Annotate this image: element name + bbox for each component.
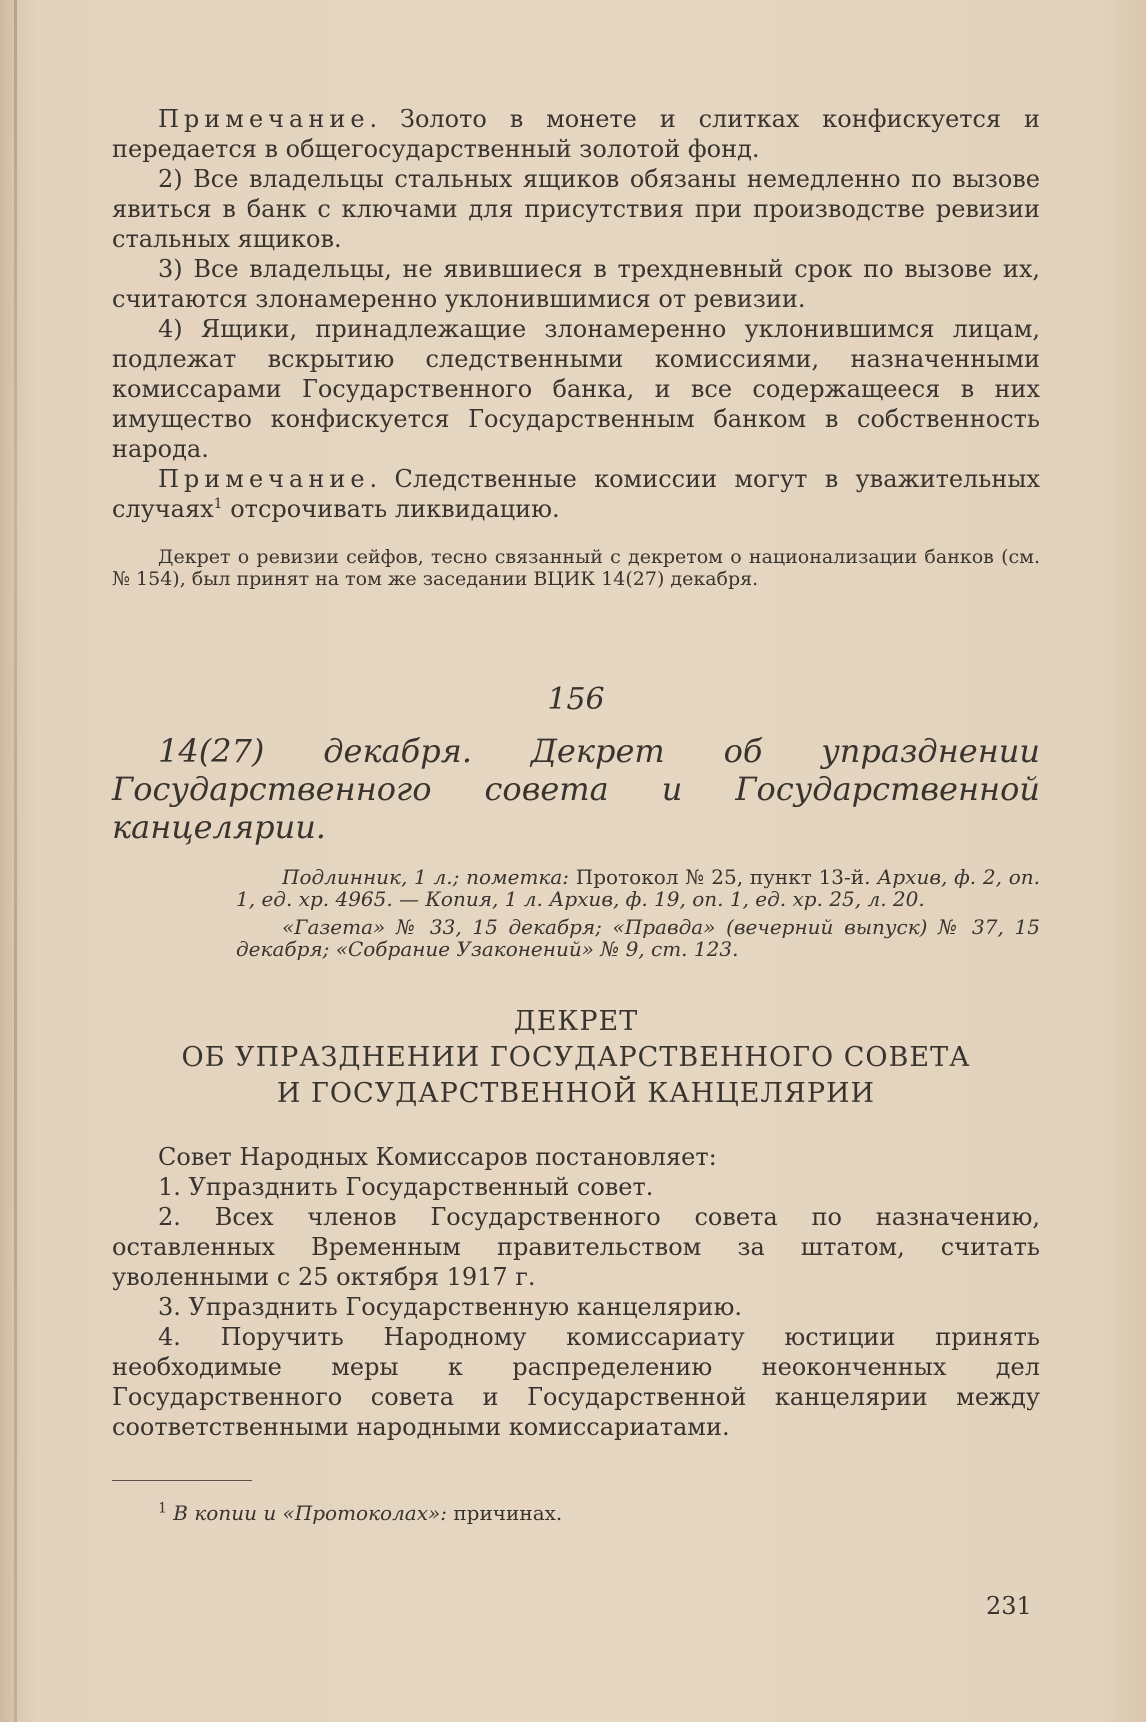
decree-point: 3. Упразднить Государственную канцелярию. [158,1293,743,1321]
source-publications: «Газета» № 33, 15 декабря; «Правда» (вечерний выпуск) № 37, 15 декабря; «Собрание Узаконений» № 9, ст. 123. [236,915,1040,961]
source-archive-part3: Архив, ф. 2, оп. 1, ед. хр. 4965. — Копия, 1 л. Архив, ф. 19, оп. 1, ед. хр. 25, л. 20. [236,865,1040,911]
note-text: . Золото в монете и слитках конфискуется и передается в общегосударственный золотой фонд. [112,105,1040,163]
footnote-ref: 1 [213,496,223,512]
page-number: 231 [986,1592,1032,1620]
note-label: Примечание [158,105,370,133]
note-paragraph [112,104,1040,164]
decree-title-line: ДЕКРЕТ [513,1006,639,1037]
decree-body [112,1142,1040,1442]
item-4: 4) Ящики, принадлежащие злонамеренно уклонившимся лицам, подлежат вскрытию следственными комиссиями, назначенными комиссарами Государственного банка, и все содержащееся в них имущество конфискуется Государственным банком в собственность народа. [112,315,1040,463]
source-archive [236,866,1040,910]
footnote-plain: причинах. [446,1501,563,1525]
decree-point: 2. Всех членов Государственного совета по назначению, оставленных Временным правительством за штатом, считать уволенными с 25 октября 1917 г. [112,1203,1040,1291]
page-content [112,104,1040,1525]
note-paragraph-2 [112,464,1040,524]
item-3: 3) Все владельцы, не явившиеся в трехдневный срок по вызове их, считаются злонамеренно уклонившимися от ревизии. [112,255,1040,313]
editorial-note: Декрет о ревизии сейфов, тесно связанный с декретом о национализации банков (см. № 154), был принят на том же заседании ВЦИК 14(27) декабря. [112,546,1040,590]
decree-point: 1. Упразднить Государственный совет. [158,1173,654,1201]
footnote-italic: В копии и «Протоколах»: [166,1501,447,1525]
decree-title-line: И ГОСУДАРСТВЕННОЙ КАНЦЕЛЯРИИ [276,1078,876,1109]
item-2: 2) Все владельцы стальных ящиков обязаны немедленно по вызове явиться в банк с ключами для присутствия при производстве ревизии стальных ящиков. [112,165,1040,253]
document-number: 156 [547,682,605,717]
note-text-end: отсрочивать ликвидацию. [222,495,560,523]
footnote-marker: 1 [158,1500,167,1517]
source-archive-part1: Подлинник, 1 л.; пометка: [282,865,576,889]
document-heading: 14(27) декабря. Декрет об упразднении Государственного совета и Государственной канцелярии. [112,732,1040,846]
source-archive-part2: Протокол № 25, пункт 13-й. [575,865,878,889]
decree-title [112,1004,1040,1112]
note-label: Примечание [158,465,370,493]
decree-point: 4. Поручить Народному комиссариату юстиции принять необходимые меры к распределению неоконченных дел Государственного совета и Государственной канцелярии между соответственными народными комиссариатами. [112,1323,1040,1441]
decree-preamble: Совет Народных Комиссаров постановляет: [158,1143,717,1171]
footnote [112,1501,1040,1525]
note-text: . Следственные комиссии могут в уважительных случаях [112,465,1040,523]
source-references [236,866,1040,960]
footnote-divider [112,1480,252,1481]
binding-edge [14,0,17,1722]
decree-title-line: ОБ УПРАЗДНЕНИИ ГОСУДАРСТВЕННОГО СОВЕТА [181,1042,971,1073]
